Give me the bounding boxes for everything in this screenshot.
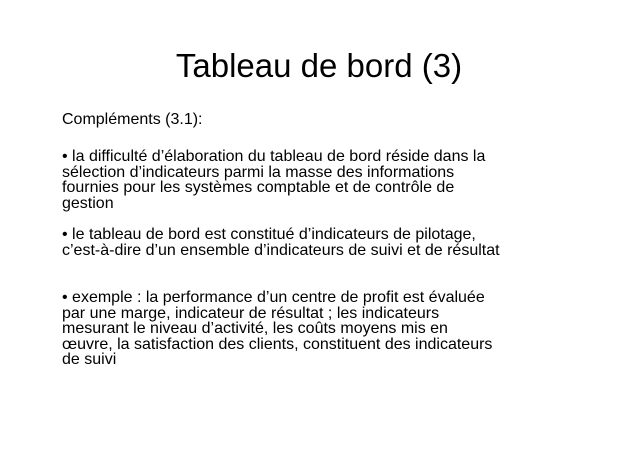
bullet-example bbox=[62, 290, 492, 368]
bullet-line: • le tableau de bord est constitué d’indicateurs de pilotage, bbox=[62, 226, 476, 243]
bullet-line: • exemple : la performance d’un centre de profit est évaluée bbox=[62, 289, 485, 306]
bullet-line: œuvre, la satisfaction des clients, constituent des indicateurs bbox=[62, 335, 493, 353]
bullet-line: par une marge, indicateur de résultat ; les indicateurs bbox=[62, 304, 440, 322]
bullet-line: fournies pour les systèmes comptable et de contrôle de bbox=[62, 179, 455, 196]
slide-subtitle: Compléments (3.1): bbox=[62, 111, 203, 128]
bullet-composition bbox=[62, 227, 500, 258]
slide-title: Tableau de bord (3) bbox=[175, 47, 463, 84]
bullet-difficulty bbox=[62, 149, 485, 211]
bullet-line: • la difficulté d’élaboration du tableau de bord réside dans la bbox=[62, 148, 486, 165]
bullet-line: gestion bbox=[62, 194, 114, 212]
bullet-line: sélection d’indicateurs parmi la masse des informations bbox=[62, 163, 455, 181]
bullet-line: c’est-à-dire d’un ensemble d’indicateurs de suivi et de résultat bbox=[62, 241, 500, 259]
bullet-line: mesurant le niveau d’activité, les coûts moyens mis en bbox=[62, 320, 448, 337]
bullet-line: de suivi bbox=[62, 351, 117, 368]
